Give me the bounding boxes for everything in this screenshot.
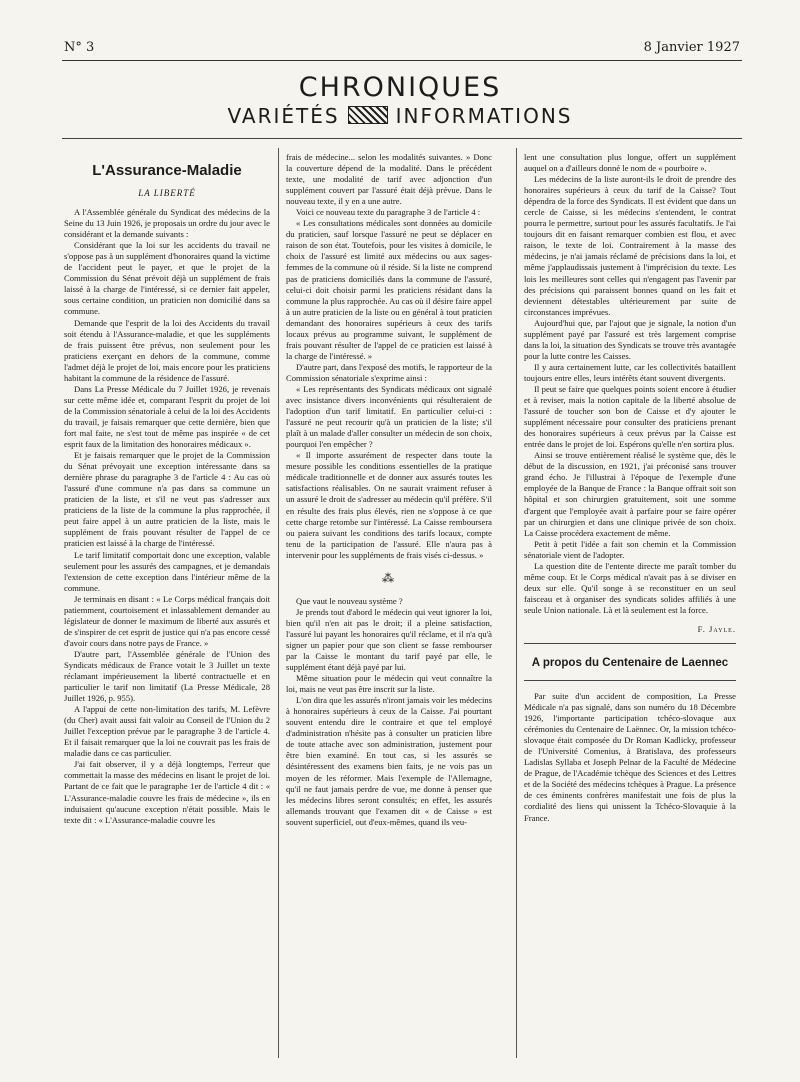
paragraph: Je prends tout d'abord le médecin qui veut ignorer la loi, bien qu'il n'en ait pas le droit; il a pleine satisfaction, l'assuré lui payant les honoraires qu'il réclame, et il n'a qu'à signer un papier pour que son client se fasse rembourser par la Caisse le montant du tarif payé par elle, le supplément étant déjà payé par lui. — [286, 606, 492, 673]
column-1 — [64, 152, 270, 826]
section-rule — [524, 680, 736, 681]
paragraph: Le tarif limitatif comportait donc une exception, valable seulement pour les assurés des campagnes, et je demandais l'extension de cette exception dans l'intérieur même de la commune. — [64, 549, 270, 593]
paragraph: Je terminais en disant : « Le Corps médical français doit patiemment, courtoisement et inlassablement demander au législateur de donner le maximum de liberté aux assurés et de s'inspirer de cet esprit de justice qui n'a pas encore cessé d'avoir cours dans notre pays de France. » — [64, 593, 270, 648]
paragraph: Même situation pour le médecin qui veut connaître la loi, mais ne veut pas être inscrit sur la liste. — [286, 673, 492, 695]
paragraph: Les médecins de la liste auront-ils le droit de prendre des honoraires supérieurs à ceux du tarif de la Caisse? Tout dépendra de la force des Syndicats. Il est évident que dans un cercle de Caisse, si les médecins s'entendent, le contrat pourra le permettre, surtout pour les assurés facultatifs. Je l'ai toujours dit en faisant remarquer combien est flou, et avec raison, le texte de loi. Contrairement à la masse des médecins, je n'ai jamais réclamé de précisions dans la loi, et même j'applaudissais justement à l'imprécision du texte. Les lois les meilleures sont celles qui n'engagent pas l'avenir par des précisions qui paraissent bonnes quand on les fait et deviennent détestables ultérieurement par suite de circonstances imprévues. — [524, 174, 736, 317]
paragraph: frais de médecine... selon les modalités suivantes. » Donc la couverture dépend de la modalité. Dans le précédent texte, une modalité de tarif avec adjonction d'un supplément couvert par l'assuré était déjà prévue. Dans le nouveau texte, il y en a une autre. — [286, 152, 492, 207]
paragraph: D'autre part, dans l'exposé des motifs, le rapporteur de la Commission sénatoriale s'exprime ainsi : — [286, 361, 492, 383]
paragraph: Ainsi se trouve entièrement réalisé le système que, dès le début de la discussion, en 1921, j'ai préconisé sans trouver grand écho. Je l'illustrai à l'époque de l'exemple d'une employée de la Banque de France : la Banque offrait soit son hôpital et son chirurgien gratuitement, soit une somme d'argent que l'employée avait à parfaire pour se faire opérer par un chirurgien et dans une clinique privée de son choix. La Caisse procédera exactement de même. — [524, 450, 736, 538]
paragraph: Petit à petit l'idée a fait son chemin et la Commission sénatoriale vient de l'adopter. — [524, 538, 736, 560]
paragraph: Par suite d'un accident de composition, La Presse Médicale n'a pas signalé, dans son numéro du 18 Décembre 1926, l'importante participation tchéco-slovaque aux cérémonies du Centenaire de Laënnec. Or, la mission tchéco-slovaque était composée du Dr Roman Kadlicky, professeur de l'Université Comenius, à Bratislava, des professeurs Ladislas Syllaba et Joseph Pelnar de la Faculté de Médecine de Prague, de l'Académie tchèque des Sciences et des Lettres et de la Société des médecins tchèques à Prague. La présence de ces éminents confrères manifestait une fois de plus la cordialité des liens qui unissent la Tchéco-Slovaquie à la France. — [524, 691, 736, 823]
article-title: L'Assurance-Maladie — [92, 162, 242, 179]
article2-title: A propos du Centenaire de Laennec — [531, 657, 729, 670]
issue-date: 8 Janvier 1927 — [643, 40, 740, 55]
paragraph: Voici ce nouveau texte du paragraphe 3 de l'article 4 : — [296, 207, 481, 218]
paragraph: Demande que l'esprit de la loi des Accidents du travail soit étendu à l'Assurance-maladie, et que les suppléments de frais puissent être prévus, non seulement pour les praticiens exerçant en dehors de la commune, comme l'admet déjà le projet de loi, mais encore pour les praticiens habitant la commune de la résidence de l'assuré. — [64, 317, 270, 383]
column-divider-2 — [516, 148, 517, 1058]
paragraph: « Les consultations médicales sont données au domicile du praticien, sauf lorsque l'assuré ne peut se déplacer en raison de son état. Toutefois, pour les visites à domicile, le choix de l'assuré est limité aux médecins ou aux sages-femmes de la commune où il réside. Si la liste ne comprend pas de praticiens domiciliés dans la commune de l'assuré, celui-ci doit choisir parmi les praticiens résidant dans la commune la plus rapprochée. Au cas où il désire faire appel à un autre praticien de la liste ou en général à tout praticien demandant des honoraires supérieurs à ceux des tarifs locaux prévus au programme suivant, le supplément de frais pouvant résulter de l'appel de ce praticien est laissé à la charge de l'intéressé. » — [286, 218, 492, 361]
top-rule — [62, 60, 742, 61]
paragraph: Que vaut le nouveau système ? — [296, 595, 403, 606]
column-3 — [524, 152, 736, 824]
paragraph: « Les représentants des Syndicats médicaux ont signalé avec insistance divers inconvénients qui résulteraient de l'adoption d'un tarif limitatif. En particulier celui-ci : l'assuré ne peut recourir qu'à un praticien de la liste; s'il plaît à un malade d'aller consulter un médecin de son choix, pourquoi l'en empêcher ? — [286, 383, 492, 450]
ornament-icon — [348, 106, 388, 124]
paragraph: Aujourd'hui que, par l'ajout que je signale, la notion d'un supplément payé par l'assuré est très largement comprise dans la loi, la situation des Syndicats se trouve très avantagée pour la lutte contre les Caisses. — [524, 317, 736, 361]
paragraph: Il y aura certainement lutte, car les collectivités bataillent toujours entre elles, leurs intérêts étant souvent divergents. — [524, 361, 736, 383]
paragraph: Dans La Presse Médicale du 7 Juillet 1926, je revenais sur cette même idée et, comparant l'esprit du projet de loi de la Commission sénatoriale à celui de la loi des Accidents du travail, je faisais remarquer que cette dernière, bien que fort mal faite, ne s'est tout de même pas inspirée « de cet esprit faux de la limitation des honoraires médicaux ». — [64, 383, 270, 450]
article-signature: F. Jayle. — [697, 623, 736, 634]
issue-number: N° 3 — [64, 40, 95, 55]
masthead-varietes: VARIÉTÉS — [227, 104, 340, 128]
paragraph: La question dite de l'entente directe me paraît tomber du même coup. Et le Corps médical n'avait pas à se diviser en deux sur elle. Qu'il songe à se reconstituer en un seul faisceau et à organiser des syndicats solides affiliés à une seule Union nationale. Là et là seulement est la force. — [524, 560, 736, 615]
masthead-informations: INFORMATIONS — [395, 104, 573, 128]
paragraph: Et je faisais remarquer que le projet de la Commission du Sénat prévoyait une exception intéressante dans sa dernière phrase du paragraphe 3 de l'article 4 : Au cas où l'assuré d'une commune n'a pas dans sa commune un praticien de la liste, et s'il ne veut pas s'adresser aux praticiens de la liste de la commune la plus rapprochée, il peut faire appel à un autre praticien de la liste, mais le supplément de frais pouvant résulter de l'appel de ce praticien est laissé à la charge de l'intéressé. — [64, 450, 270, 549]
paragraph: A l'Assemblée générale du Syndicat des médecins de la Seine du 13 Juin 1926, je proposais un ordre du jour avec le considérant et la demande suivants : — [64, 207, 270, 240]
article-subtitle: LA LIBERTÉ — [138, 188, 196, 198]
paragraph: L'on dira que les assurés n'iront jamais voir les médecins à honoraires supérieurs à ceux de la Caisse. J'ai pourtant souvent entendu dire le contraire et que tel employé d'administration n'hésite pas à consulter un praticien libre de toute attache avec son administration, justement pour être bien examiné. En tout cas, si les assurés se désintéressent des examens bien faits, je ne vois pas un moyen de les réformer. Mais l'exemple de l'Allemagne, qu'il ne faut jamais perdre de vue, me donne à penser que les médecins libres seront consultés; en effet, les assurés allemands trouvant que l'examen dit « de Caisse » est souvent superficiel, out d'eux-mêmes, quand ils veu- — [286, 695, 492, 827]
column-2 — [286, 152, 492, 828]
column-divider-1 — [278, 148, 279, 1058]
paragraph: A l'appui de cette non-limitation des tarifs, M. Lefèvre (du Cher) avait aussi fait valoir au Conseil de l'Union du 2 Juillet l'exception prévue par le paragraphe 3 de l'article 4. Et il faisait remarquer que la loi ne couvrait pas les frais de maladie dans ce cas particulier. — [64, 704, 270, 759]
paragraph: Il peut se faire que quelques points soient encore à étudier et à reviser, mais la notion capitale de la liberté absolue de l'assuré de toucher son bon de Caisse et d'y ajouter le supplément nécessaire pour consulter des praticiens prenant des honoraires supérieurs à ceux prévus par la Caisse est entrée dans le projet de loi. Espérons qu'elle n'en sortira plus. — [524, 383, 736, 450]
paragraph: lent une consultation plus longue, offert un supplément auquel on a d'ailleurs donné le nom de « pourboire ». — [524, 152, 736, 174]
masthead-chroniques: CHRONIQUES — [298, 72, 502, 103]
paragraph: Considérant que la loi sur les accidents du travail ne s'oppose pas à un supplément d'honoraires quand la victime de l'accident peut le payer, et que le projet de la Commission du Sénat prévoit déjà un supplément de frais laissé à la charge de l'intéressé, si ce dernier fait appeler, sous certaine condition, un praticien non domicilié dans sa commune. — [64, 240, 270, 317]
section-rule — [524, 643, 736, 644]
masthead-subtitle — [0, 104, 800, 128]
paragraph: « Il importe assurément de respecter dans toute la mesure possible les conditions essentielles de la pratique médicale traditionnelle et de donner aux assurés toutes les satisfactions réalisables. On ne saurait vraiment refuser à un assuré le droit de s'adresser au médecin qu'il préfère. S'il en résulte des frais plus élevés, rien ne s'oppose à ce que cette charge retombe sur l'intéressé. La Caisse remboursera ou paiera suivant les conditions des tarifs locaux, compte tenu de la participation de l'assuré. Elle n'aura pas à intervenir pour les suppléments de frais visés ci-dessus. » — [286, 450, 492, 560]
masthead-rule — [62, 138, 742, 139]
section-stars: ⁂ — [382, 570, 396, 585]
paragraph: D'autre part, l'Assemblée générale de l'Union des Syndicats médicaux de France votait le 3 Juillet un texte réclamant impérieusement la liberté contractuelle et en particulier le tarif non limitatif (La Presse Médicale, 28 Juillet 1926, p. 955). — [64, 648, 270, 704]
paragraph: J'ai fait observer, il y a déjà longtemps, l'erreur que commettait la masse des médecins en lisant le projet de loi. Partant de ce fait que le paragraphe 1er de l'article 4 dit : « L'Assurance-maladie couvre les frais de médecine », ils en induisaient qu'aucune exception n'était possible. Mais le texte dit : « L'Assurance-maladie couvre les — [64, 759, 270, 825]
